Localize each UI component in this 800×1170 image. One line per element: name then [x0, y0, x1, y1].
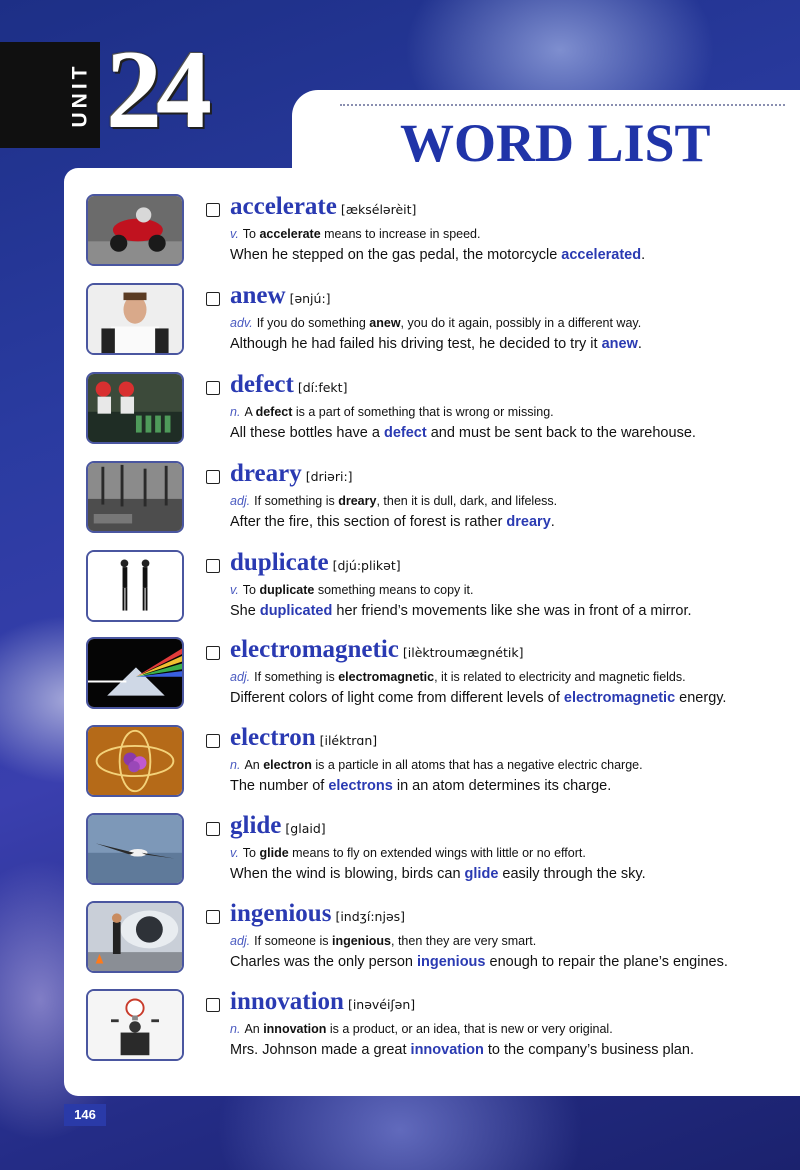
- example-sentence: Charles was the only person ingenious enough to repair the plane’s engines.: [230, 954, 728, 970]
- vocab-word: accelerate [æksélərèit]: [230, 193, 417, 220]
- pronunciation: [inəvéiʃən]: [347, 997, 416, 1012]
- example-sentence: The number of electrons in an atom determines its charge.: [230, 778, 612, 794]
- definition: n. A defect is a part of something that is wrong or missing.: [230, 405, 554, 419]
- pronunciation: [driəri:]: [305, 469, 353, 484]
- checkbox[interactable]: [206, 646, 220, 660]
- checkbox[interactable]: [206, 734, 220, 748]
- example-sentence: Although he had failed his driving test, he decided to try it anew.: [230, 336, 642, 352]
- word-entry: [86, 550, 800, 632]
- pronunciation: [indʒí:njəs]: [335, 909, 406, 924]
- atom-model-photo: [86, 725, 184, 797]
- definition: v. To duplicate something means to copy it.: [230, 583, 474, 597]
- page-number: 146: [64, 1104, 106, 1126]
- checkbox[interactable]: [206, 470, 220, 484]
- lightbulb-idea-photo: [86, 989, 184, 1061]
- definition: n. An innovation is a product, or an idea, that is new or very original.: [230, 1022, 613, 1036]
- vocab-word: anew [ənjú:]: [230, 282, 331, 309]
- word-entry: [86, 725, 800, 807]
- word-entry: [86, 283, 800, 365]
- word-entry: [86, 461, 800, 543]
- vocab-word: electron [iléktrɑn]: [230, 724, 378, 751]
- gliding-bird-photo: [86, 813, 184, 885]
- unit-number: 24: [106, 28, 206, 152]
- unit-label-text: UNIT: [68, 62, 91, 128]
- word-entry: [86, 901, 800, 983]
- checkbox[interactable]: [206, 822, 220, 836]
- example-sentence: When the wind is blowing, birds can glide easily through the sky.: [230, 866, 646, 882]
- dotted-divider: [340, 104, 785, 106]
- example-sentence: When he stepped on the gas pedal, the motorcycle accelerated.: [230, 247, 646, 263]
- burned-forest-photo: [86, 461, 184, 533]
- pronunciation: [glaid]: [285, 821, 326, 836]
- motorcycle-racer-photo: [86, 194, 184, 266]
- checkbox[interactable]: [206, 559, 220, 573]
- airplane-engine-photo: [86, 901, 184, 973]
- vocab-word: ingenious [indʒí:njəs]: [230, 900, 406, 927]
- pronunciation: [iléktrɑn]: [319, 733, 378, 748]
- checkbox[interactable]: [206, 381, 220, 395]
- example-sentence: Different colors of light come from different levels of electromagnetic energy.: [230, 690, 727, 706]
- page-title: WORD LIST: [400, 113, 711, 173]
- pronunciation: [dí:fekt]: [297, 380, 348, 395]
- vocab-word: innovation [inəvéiʃən]: [230, 988, 416, 1015]
- checkbox[interactable]: [206, 292, 220, 306]
- definition: adj. If something is dreary, then it is dull, dark, and lifeless.: [230, 494, 558, 508]
- bottle-factory-photo: [86, 372, 184, 444]
- definition: adj. If something is electromagnetic, it is related to electricity and magnetic fields.: [230, 670, 686, 684]
- pronunciation: [djú:plikət]: [332, 558, 401, 573]
- vocab-word: glide [glaid]: [230, 812, 326, 839]
- vocab-word: electromagnetic [ilèktroumægnétik]: [230, 636, 524, 663]
- definition: n. An electron is a particle in all atoms that has a negative electric charge.: [230, 758, 643, 772]
- definition: adj. If someone is ingenious, then they are very smart.: [230, 934, 537, 948]
- pronunciation: [ilèktroumægnétik]: [402, 645, 524, 660]
- vocab-word: duplicate [djú:plikət]: [230, 549, 401, 576]
- word-entry: [86, 813, 800, 895]
- checkbox[interactable]: [206, 998, 220, 1012]
- word-entry: [86, 637, 800, 719]
- word-entry: [86, 194, 800, 276]
- word-entry: [86, 372, 800, 454]
- pronunciation: [ənjú:]: [289, 291, 331, 306]
- definition: v. To accelerate means to increase in speed.: [230, 227, 481, 241]
- mirrored-dancers-photo: [86, 550, 184, 622]
- vocab-word: defect [dí:fekt]: [230, 371, 348, 398]
- checkbox[interactable]: [206, 910, 220, 924]
- unit-label: [60, 50, 100, 140]
- young-man-photo: [86, 283, 184, 355]
- pronunciation: [æksélərèit]: [340, 202, 417, 217]
- example-sentence: All these bottles have a defect and must be sent back to the warehouse.: [230, 425, 696, 441]
- example-sentence: After the fire, this section of forest is rather dreary.: [230, 514, 555, 530]
- example-sentence: Mrs. Johnson made a great innovation to the company’s business plan.: [230, 1042, 694, 1058]
- checkbox[interactable]: [206, 203, 220, 217]
- definition: adv. If you do something anew, you do it again, possibly in a different way.: [230, 316, 642, 330]
- vocab-word: dreary [driəri:]: [230, 460, 353, 487]
- definition: v. To glide means to fly on extended wings with little or no effort.: [230, 846, 586, 860]
- prism-spectrum-photo: [86, 637, 184, 709]
- word-entry: [86, 989, 800, 1071]
- example-sentence: She duplicated her friend’s movements like she was in front of a mirror.: [230, 603, 692, 619]
